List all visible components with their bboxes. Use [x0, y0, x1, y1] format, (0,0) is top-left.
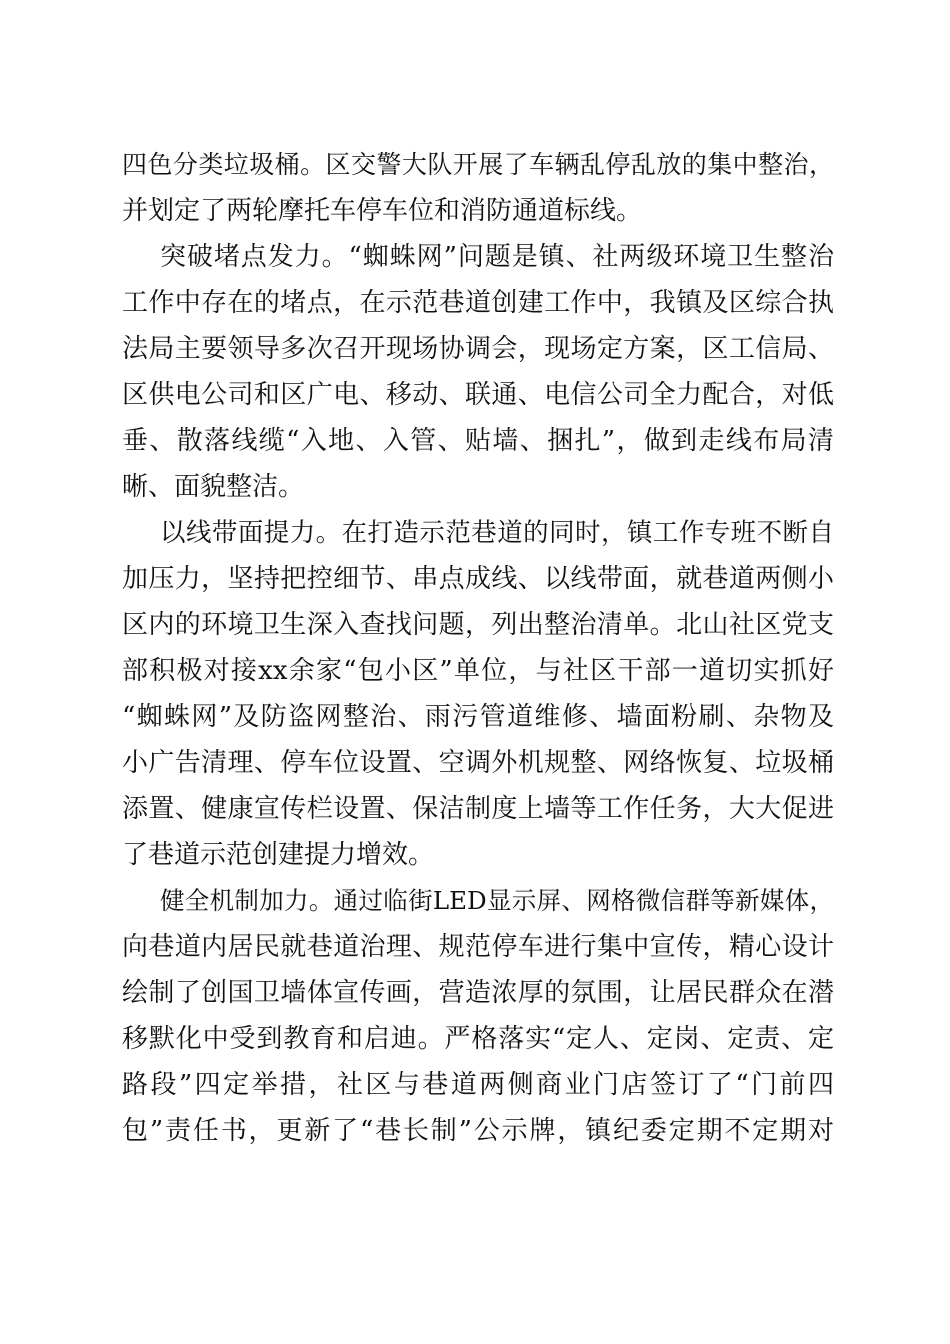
text-line: 向巷道内居民就巷道治理、规范停车进行集中宣传，精心设计	[122, 932, 834, 962]
text-line: 部积极对接xx余家“包小区”单位，与社区干部一道切实抓好	[122, 656, 834, 686]
text-line: 工作中存在的堵点，在示范巷道创建工作中，我镇及区综合执	[122, 288, 834, 318]
text-line: 晰、面貌整洁。	[122, 472, 305, 502]
paragraph-2	[122, 234, 834, 510]
text-line: 移默化中受到教育和启迪。严格落实“定人、定岗、定责、定	[122, 1024, 834, 1054]
text-line: 区内的环境卫生深入查找问题，列出整治清单。北山社区党支	[122, 610, 834, 640]
text-line: 垂、散落线缆“入地、入管、贴墙、捆扎”，做到走线布局清	[122, 426, 834, 456]
body-text	[122, 142, 834, 1154]
text-line: 添置、健康宣传栏设置、保洁制度上墙等工作任务，大大促进	[122, 794, 834, 824]
text-line: 区供电公司和区广电、移动、联通、电信公司全力配合，对低	[122, 380, 834, 410]
text-line: 了巷道示范创建提力增效。	[122, 840, 435, 870]
text-line: 法局主要领导多次召开现场协调会，现场定方案，区工信局、	[122, 334, 834, 364]
paragraph-4	[122, 878, 834, 1154]
text-line: “蜘蛛网”及防盗网整治、雨污管道维修、墙面粉刷、杂物及	[122, 702, 834, 732]
text-line: 小广告清理、停车位设置、空调外机规整、网络恢复、垃圾桶	[122, 748, 834, 778]
text-line: 绘制了创国卫墙体宣传画，营造浓厚的氛围，让居民群众在潜	[122, 978, 834, 1008]
text-line: 健全机制加力。通过临街LED显示屏、网格微信群等新媒体，	[160, 886, 834, 915]
text-line: 四色分类垃圾桶。区交警大队开展了车辆乱停乱放的集中整治，	[122, 150, 834, 179]
paragraph-3	[122, 510, 834, 878]
paragraph-1	[122, 142, 834, 234]
text-line: 包”责任书，更新了“巷长制”公示牌，镇纪委定期不定期对	[122, 1116, 834, 1146]
text-line: 以线带面提力。在打造示范巷道的同时，镇工作专班不断自	[160, 518, 834, 548]
text-line: 并划定了两轮摩托车停车位和消防通道标线。	[122, 196, 643, 226]
text-line: 路段”四定举措，社区与巷道两侧商业门店签订了“门前四	[122, 1070, 834, 1100]
text-line: 加压力，坚持把控细节、串点成线、以线带面，就巷道两侧小	[122, 564, 834, 594]
text-line: 突破堵点发力。“蜘蛛网”问题是镇、社两级环境卫生整治	[160, 242, 834, 272]
